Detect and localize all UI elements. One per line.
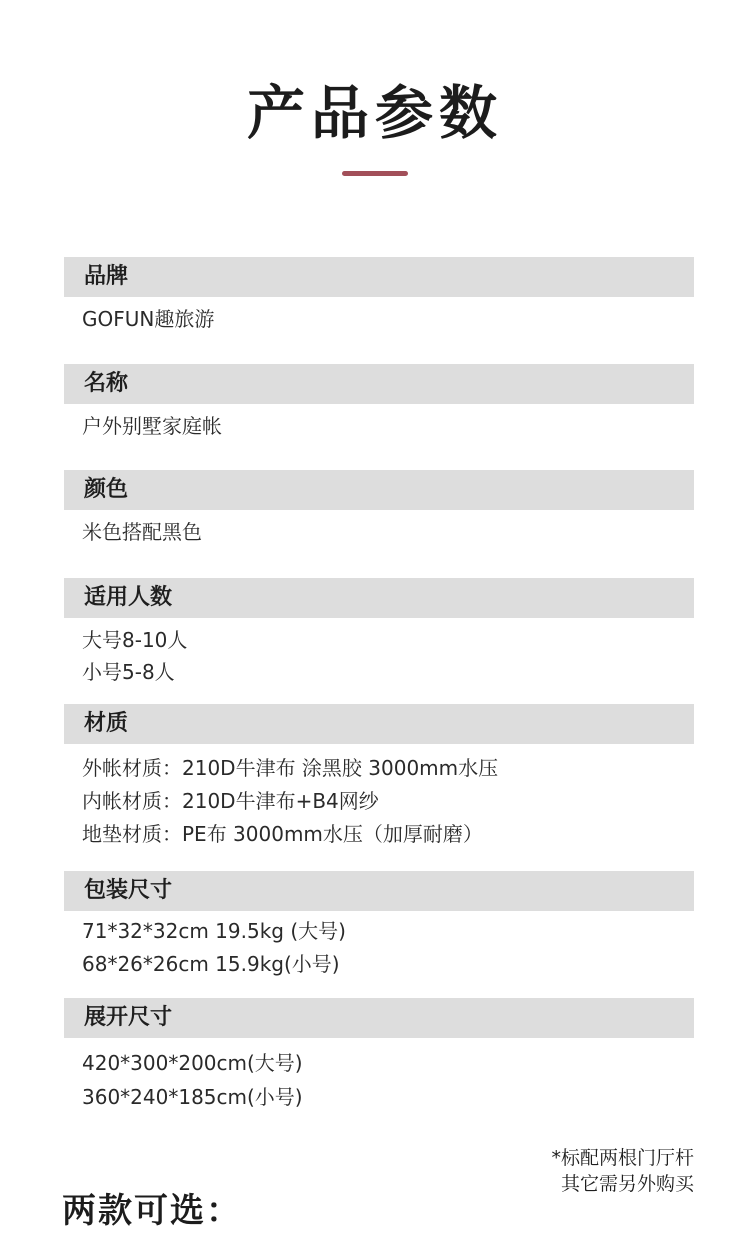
- section-header-brand: 品牌: [64, 257, 694, 297]
- capacity-large: 大号8-10人: [82, 628, 188, 652]
- accessory-note-line-1: *标配两根门厅杆: [551, 1147, 694, 1169]
- material-outer: 外帐材质：210D牛津布 涂黑胶 3000mm水压: [82, 756, 499, 780]
- section-header-capacity: 适用人数: [64, 578, 694, 618]
- section-header-package: 包装尺寸: [64, 871, 694, 911]
- page-title: 产品参数: [246, 79, 503, 147]
- package-large: 71*32*32cm 19.5kg (大号): [82, 919, 346, 943]
- brand-value: GOFUN趣旅游: [82, 307, 215, 331]
- options-heading: 两款可选：: [62, 1191, 242, 1231]
- section-header-name: 名称: [64, 364, 694, 404]
- capacity-small: 小号5-8人: [82, 660, 175, 684]
- accessory-note-line-2: 其它需另外购买: [560, 1173, 694, 1195]
- unfolded-large: 420*300*200cm(大号): [82, 1051, 303, 1075]
- material-inner: 内帐材质：210D牛津布+B4网纱: [82, 789, 379, 813]
- material-floor: 地垫材质：PE布 3000mm水压（加厚耐磨）: [82, 822, 483, 846]
- title-underline: [342, 171, 408, 176]
- name-value: 户外别墅家庭帐: [82, 414, 222, 438]
- package-small: 68*26*26cm 15.9kg(小号): [82, 952, 340, 976]
- color-value: 米色搭配黑色: [82, 520, 202, 544]
- section-header-material: 材质: [64, 704, 694, 744]
- section-header-unfolded: 展开尺寸: [64, 998, 694, 1038]
- accessory-note: [551, 1145, 694, 1197]
- section-header-color: 颜色: [64, 470, 694, 510]
- unfolded-small: 360*240*185cm(小号): [82, 1085, 303, 1109]
